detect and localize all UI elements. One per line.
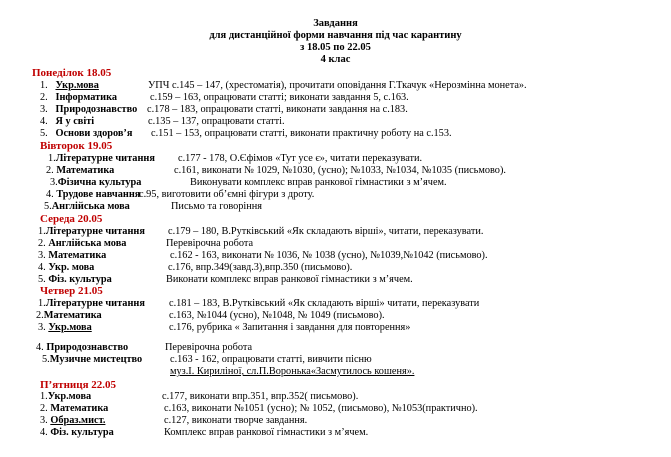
item-number: 4. [38,262,46,273]
task-text: с.181 – 183, В.Рутківський «Як складають вірші» читати, переказувати [169,298,480,309]
subject-label: Математика [43,310,102,321]
task-text: Комплекс вправ ранкової гімнастики з м’ячем. [164,427,369,438]
task-text: с.161, виконати № 1029, №1030, (усно); №1033, №1034, №1035 (письмово). [174,165,506,176]
subject-label: Укр.мова [48,322,92,333]
item-number: 1. [40,80,48,91]
list-item [38,322,411,334]
task-text: с.127, виконати творче завдання. [164,415,308,426]
item-number: 1. [38,226,46,237]
subject-label: Літературне читання [55,153,155,164]
list-item [38,262,353,274]
subject-label: Англійська мова [48,238,127,249]
subject-label: Укр.мова [55,80,99,91]
task-text: УПЧ с.145 – 147, (хрестоматія), прочитати оповідання Г.Ткачук «Нерозмінна монета». [148,80,527,91]
subject-label: Образ.мист. [50,415,106,426]
subject-label: Трудове навчання [56,189,141,200]
item-number: 4. [46,189,54,200]
list-item [50,177,447,189]
list-item [38,298,480,310]
subject-label: Інформатика [55,92,117,103]
subject-label: Укр.мова [47,391,92,402]
list-item [40,92,409,104]
list-item [46,165,506,177]
task-text: с.162 - 163, виконати № 1036, № 1038 (усно), №1039,№1042 (письмово). [170,250,488,261]
subject-label: Літературне читання [45,226,145,237]
task-text: с.135 – 137, опрацювати статті. [148,116,285,127]
list-item [40,403,478,415]
task-text: Письмо та говоріння [171,201,263,212]
day-heading-friday: П’ятниця 22.05 [40,379,117,391]
day-heading-monday: Понеділок 18.05 [32,67,112,79]
item-number: 2. [40,403,48,414]
item-number: 2. [40,92,48,103]
subject-label: Математика [50,403,109,414]
list-item [38,238,254,250]
item-number: 2. [36,310,44,321]
subject-label: Фіз. культура [48,274,112,285]
list-item [40,391,359,403]
subject-label: Англійська мова [51,201,130,212]
list-item [40,427,369,439]
task-text: с.179 – 180, В.Рутківський «Як складають вірші», читати, переказувати. [168,226,484,237]
list-item [44,201,263,213]
doc-subtitle: для дистанційної форми навчання під час карантину [209,30,462,41]
task-text: с.178 – 183, опрацювати статті, виконати завдання на с.183. [147,104,408,115]
task-text: с.176, впр.349(завд.3),впр.350 (письмово). [168,262,353,273]
day-heading-tuesday: Вівторок 19.05 [40,140,113,152]
list-item [36,310,385,322]
day-heading-thursday: Четвер 21.05 [40,285,103,297]
task-text: с.177 - 178, О.Єфімов «Тут усе є», читати переказувати. [178,153,423,164]
item-number: 3. [40,104,48,115]
subject-label: Математика [48,250,107,261]
item-number: 2. [46,165,54,176]
task-text: Перевірочна робота [166,238,254,249]
list-item [170,366,414,378]
list-item [40,116,285,128]
subject-label: Я у світі [55,116,95,127]
subject-label: Фіз. культура [50,427,114,438]
item-number: 1. [38,298,46,309]
item-number: 5. [42,354,50,365]
item-number: 3. [50,177,58,188]
item-number: 4. [40,116,48,127]
list-item [36,342,253,354]
list-item [40,128,452,140]
task-text: с.95, виготовити об’ємні фігури з дроту. [139,189,315,200]
item-number: 2. [38,238,46,249]
list-item [40,415,308,427]
item-number: 5. [44,201,52,212]
item-number: 3. [38,322,46,333]
list-item [38,226,484,238]
item-number: 3. [40,415,48,426]
subject-label: Фізична культура [57,177,142,188]
subject-label: Укр. мова [48,262,95,273]
task-text: муз.І. Кириліної, сл.П.Воронька«Засмутилось кошеня». [170,366,415,377]
task-text: с.163 - 162, опрацювати статті, вивчити пісню [170,354,372,365]
task-text: Виконувати комплекс вправ ранкової гімнастики з м’ячем. [190,177,447,188]
task-text: Виконати комплекс вправ ранкової гімнастики з м’ячем. [166,274,413,285]
list-item [48,153,423,165]
item-number: 5. [38,274,46,285]
task-text: с.159 – 163, опрацювати статті; виконати завдання 5, с.163. [150,92,409,103]
subject-label: Основи здоров’я [55,128,133,139]
list-item [46,189,315,201]
list-item [38,250,488,262]
doc-date-range: з 18.05 по 22.05 [300,42,371,53]
item-number: 4. [36,342,44,353]
item-number: 1. [40,391,48,402]
subject-label: Літературне читання [45,298,145,309]
item-number: 4. [40,427,48,438]
day-heading-wednesday: Середа 20.05 [40,213,103,225]
task-text: с.163, №1044 (усно), №1048, № 1049 (письмово). [169,310,385,321]
task-text: с.176, рубрика « Запитання і завдання для повторення» [169,322,411,333]
list-item [40,104,408,116]
subject-label: Музичне мистецтво [49,354,143,365]
task-text: с.177, виконати впр.351, впр.352( письмово). [162,391,359,402]
subject-label: Природознавство [46,342,129,353]
item-number: 3. [38,250,46,261]
task-text: с.151 – 153, опрацювати статті, виконати практичну роботу на с.153. [151,128,452,139]
task-text: с.163, виконати №1051 (усно); № 1052, (письмово), №1053(практично). [164,403,478,414]
doc-title: Завдання [313,18,358,29]
item-number: 5. [40,128,48,139]
list-item [40,80,527,92]
subject-label: Природознавство [55,104,138,115]
item-number: 1. [48,153,56,164]
doc-class: 4 клас [320,54,351,65]
list-item [42,354,372,366]
task-text: Перевірочна робота [165,342,253,353]
subject-label: Математика [56,165,115,176]
